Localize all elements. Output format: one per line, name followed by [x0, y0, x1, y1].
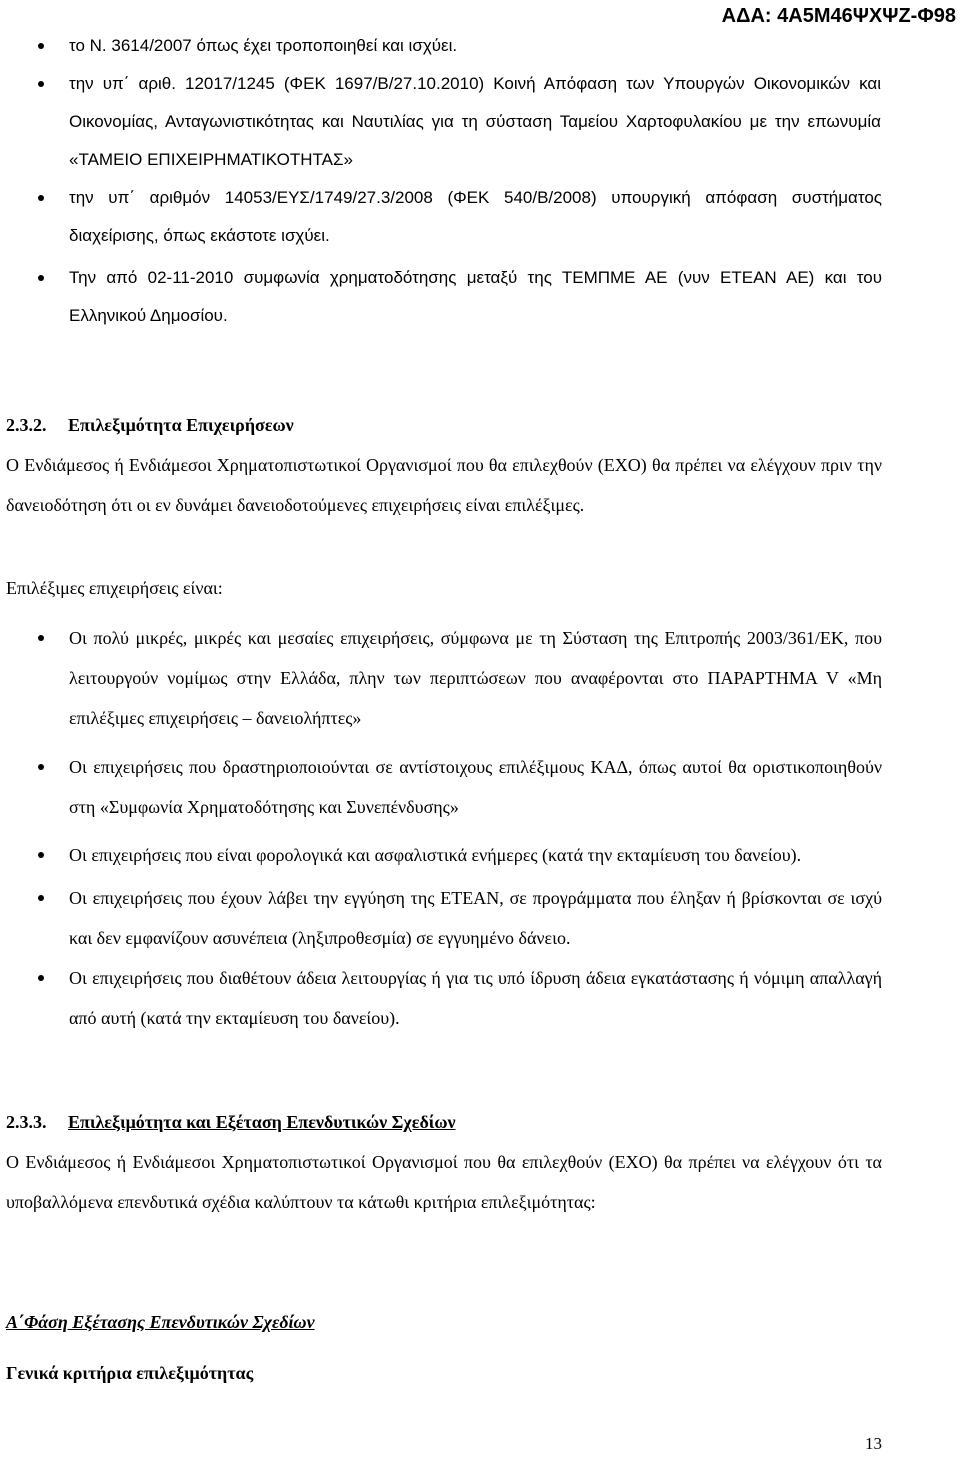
section-heading-2-3-3 — [6, 1102, 882, 1142]
list-item: το Ν. 3614/2007 όπως έχει τροποποιηθεί και ισχύει. — [0, 27, 960, 65]
criteria-heading: Γενικά κριτήρια επιλεξιμότητας — [6, 1363, 254, 1383]
page-number: 13 — [865, 1434, 882, 1453]
list-item: Οι επιχειρήσεις που διαθέτουν άδεια λειτουργίας ή για τις υπό ίδρυση άδεια εγκατάστασης ή νόμιμη απαλλαγή από αυτή (κατά την εκταμίευση του δανείου). — [0, 958, 960, 1038]
list-item: την υπ΄ αριθμόν 14053/ΕΥΣ/1749/27.3/2008 (ΦΕΚ 540/Β/2008) υπουργική απόφαση συστήματος διαχείρισης, όπως εκάστοτε ισχύει. — [0, 179, 960, 255]
phase-heading-text: Α΄Φάση Εξέτασης Επενδυτικών Σχεδίων — [6, 1312, 315, 1332]
section-title: Επιλεξιμότητα και Εξέταση Επενδυτικών Σχεδίων — [68, 1112, 456, 1132]
section-2-3-2-intro: Ο Ενδιάμεσος ή Ενδιάμεσοι Χρηματοπιστωτικοί Οργανισμοί που θα επιλεχθούν (ΕΧΟ) θα πρέπει να ελέγχουν πριν την δανειοδότηση ότι οι εν δυνάμει δανειοδοτούμενες επιχειρήσεις είναι επιλέξιμες. — [6, 455, 882, 515]
list-item: Οι πολύ μικρές, μικρές και μεσαίες επιχειρήσεις, σύμφωνα με τη Σύσταση της Επιτροπής 2003/361/ΕΚ, που λειτουργούν νομίμως στην Ελλάδα, πλην των περιπτώσεων που αναφέρονται στο ΠΑΡΑΡΤΗΜΑ V «Μη επιλέξιμες επιχειρήσεις – δανειολήπτες» — [0, 618, 960, 738]
eligible-label: Επιλέξιμες επιχειρήσεις είναι: — [6, 578, 223, 598]
list-item: Την από 02-11-2010 συμφωνία χρηματοδότησης μεταξύ της ΤΕΜΠΜΕ ΑΕ (νυν ΕΤΕΑΝ ΑΕ) και του Ελληνικού Δημοσίου. — [0, 259, 960, 335]
eligible-businesses-list — [0, 618, 960, 1038]
section-title: Επιλεξιμότητα Επιχειρήσεων — [68, 415, 294, 435]
section-number: 2.3.2. — [6, 415, 47, 435]
list-item: Οι επιχειρήσεις που είναι φορολογικά και ασφαλιστικά ενήμερες (κατά την εκταμίευση του δανείου). — [0, 835, 960, 875]
section-heading-2-3-2 — [6, 405, 882, 445]
section-2-3-3-intro: Ο Ενδιάμεσος ή Ενδιάμεσοι Χρηματοπιστωτικοί Οργανισμοί που θα επιλεχθούν (ΕΧΟ) θα πρέπει να ελέγχουν ότι τα υποβαλλόμενα επενδυτικά σχέδια καλύπτουν τα κάτωθι κριτήρια επιλεξιμότητας: — [6, 1152, 882, 1212]
legal-basis-list — [0, 27, 960, 335]
section-number: 2.3.3. — [6, 1112, 47, 1132]
list-item: Οι επιχειρήσεις που δραστηριοποιούνται σε αντίστοιχους επιλέξιμους ΚΑΔ, όπως αυτοί θα οριστικοποιηθούν στη «Συμφωνία Χρηματοδότησης και Συνεπένδυσης» — [0, 747, 960, 827]
list-item: Οι επιχειρήσεις που έχουν λάβει την εγγύηση της ΕΤΕΑΝ, σε προγράμματα που έληξαν ή βρίσκονται σε ισχύ και δεν εμφανίζουν ασυνέπεια (ληξιπροθεσμία) σε εγγυημένο δάνειο. — [0, 878, 960, 958]
phase-heading — [6, 1302, 882, 1342]
list-item: την υπ΄ αριθ. 12017/1245 (ΦΕΚ 1697/Β/27.10.2010) Κοινή Απόφαση των Υπουργών Οικονομικών και Οικονομίας, Ανταγωνιστικότητας και Ναυτιλίας για τη σύσταση Ταμείου Χαρτοφυλακίου με την επωνυμία «ΤΑΜΕΙΟ ΕΠΙΧΕΙΡΗΜΑΤΙΚΟΤΗΤΑΣ» — [0, 65, 960, 179]
ada-code: ΑΔΑ: 4Α5Μ46ΨΧΨΖ-Φ98 — [721, 5, 956, 27]
